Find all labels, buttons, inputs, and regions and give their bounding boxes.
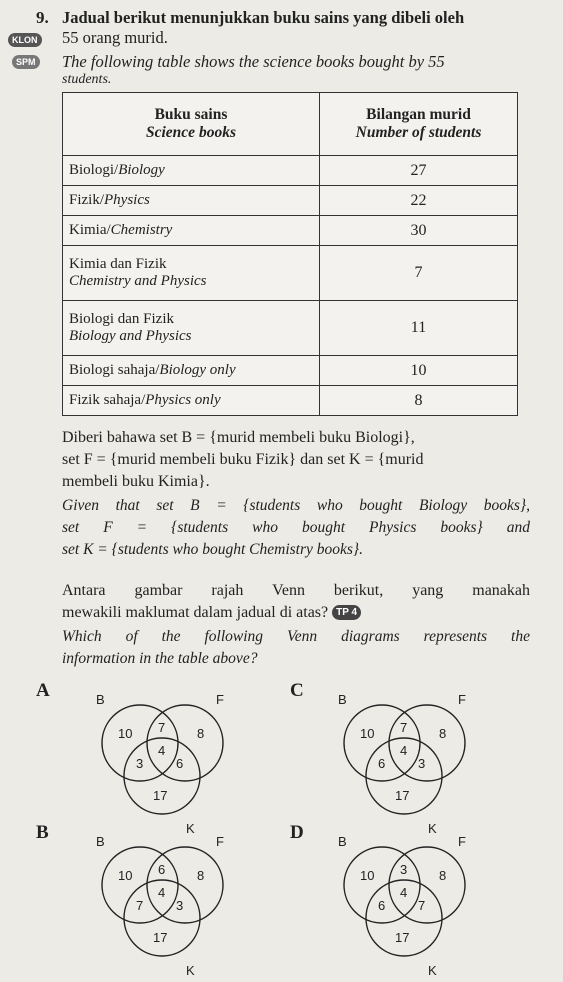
option-d-letter[interactable]: D — [290, 822, 304, 843]
option-b-letter[interactable]: B — [36, 822, 49, 843]
count-cell: 10 — [320, 356, 518, 386]
label-b: B — [96, 834, 105, 849]
label-k: K — [428, 821, 437, 836]
label-k: K — [428, 963, 437, 978]
book-cell: Fizik/Physics — [63, 186, 320, 216]
question-text-en-line2: students. — [62, 72, 112, 87]
label-f: F — [216, 834, 224, 849]
region-bf: 7 — [400, 720, 408, 735]
label-f: F — [216, 692, 224, 707]
region-bf: 7 — [158, 720, 166, 735]
region-fk: 7 — [418, 898, 426, 913]
given-en — [62, 495, 530, 561]
region-bf: 3 — [400, 862, 408, 877]
count-cell: 11 — [320, 301, 518, 356]
book-cell: Biologi/Biology — [63, 156, 320, 186]
region-k-only: 17 — [395, 930, 410, 945]
table-header-row — [63, 93, 518, 156]
region-b-only: 10 — [118, 726, 133, 741]
book-cell: Kimia dan Fizik Chemistry and Physics — [63, 246, 320, 301]
table-row — [63, 186, 518, 216]
count-cell: 7 — [320, 246, 518, 301]
question-ms-line1-text: Jadual berikut menunjukkan buku sains yang dibeli oleh — [62, 8, 465, 27]
region-f-only: 8 — [197, 726, 205, 741]
table-row — [63, 156, 518, 186]
question-text-ms-line2: 55 orang murid. — [62, 28, 168, 47]
option-a-letter[interactable]: A — [36, 680, 50, 701]
header-col1-en: Science books — [146, 124, 236, 141]
count-cell: 27 — [320, 156, 518, 186]
region-bf: 6 — [158, 862, 166, 877]
label-f: F — [458, 692, 466, 707]
prompt-ms — [62, 580, 530, 624]
venn-diagram-b[interactable] — [82, 830, 242, 978]
question-text-ms-line1 — [62, 8, 464, 28]
region-k-only: 17 — [153, 930, 168, 945]
spm-badge: SPM — [12, 55, 40, 69]
count-cell: 22 — [320, 186, 518, 216]
venn-diagram-d[interactable] — [324, 830, 484, 978]
region-fk: 3 — [176, 898, 184, 913]
prompt-en-line1: Which of the following Venn diagrams represents the — [62, 628, 530, 645]
region-b-only: 10 — [118, 868, 133, 883]
table-row — [63, 216, 518, 246]
region-fk: 6 — [176, 756, 184, 771]
label-b: B — [338, 834, 347, 849]
prompt-ms-line2: mewakili maklumat dalam jadual di atas? — [62, 604, 329, 621]
region-bk: 6 — [378, 898, 386, 913]
table-row — [63, 301, 518, 356]
region-bfk: 4 — [400, 743, 408, 758]
table-row — [63, 356, 518, 386]
region-bk: 3 — [136, 756, 144, 771]
region-k-only: 17 — [395, 788, 410, 803]
given-ms — [62, 427, 530, 493]
venn-diagram-c[interactable] — [324, 688, 484, 836]
region-bfk: 4 — [158, 885, 166, 900]
header-col2-en: Number of students — [355, 124, 482, 141]
given-ms-line2: set F = {murid membeli buku Fizik} dan set K = {murid — [62, 451, 424, 468]
region-b-only: 10 — [360, 726, 375, 741]
prompt-en — [62, 626, 530, 670]
region-fk: 3 — [418, 756, 426, 771]
science-books-table — [62, 92, 518, 416]
question-number: 9. — [36, 8, 49, 27]
table-row — [63, 386, 518, 416]
region-bk: 7 — [136, 898, 144, 913]
region-b-only: 10 — [360, 868, 375, 883]
venn-diagram-a[interactable] — [82, 688, 242, 836]
label-k: K — [186, 821, 195, 836]
prompt-ms-line2-wrap — [62, 602, 530, 624]
tp-badge: TP 4 — [332, 605, 361, 620]
given-en-line1: Given that set B = {students who bought Biology books}, — [62, 497, 530, 514]
label-b: B — [96, 692, 105, 707]
header-col2-ms: Bilangan murid — [366, 106, 471, 123]
label-k: K — [186, 963, 195, 978]
prompt-en-line2: information in the table above? — [62, 650, 258, 667]
region-k-only: 17 — [153, 788, 168, 803]
option-c-letter[interactable]: C — [290, 680, 304, 701]
header-number-of-students — [320, 93, 518, 156]
region-f-only: 8 — [439, 726, 447, 741]
header-col1-ms: Buku sains — [154, 106, 228, 123]
region-bk: 6 — [378, 756, 386, 771]
given-ms-line3: membeli buku Kimia}. — [62, 473, 210, 490]
label-b: B — [338, 692, 347, 707]
book-cell: Biologi sahaja/Biology only — [63, 356, 320, 386]
question-text-en-line1: The following table shows the science books bought by 55 — [62, 52, 445, 71]
region-f-only: 8 — [439, 868, 447, 883]
header-science-books — [63, 93, 320, 156]
table-row — [63, 246, 518, 301]
book-cell: Kimia/Chemistry — [63, 216, 320, 246]
given-ms-line1: Diberi bahawa set B = {murid membeli buku Biologi}, — [62, 429, 415, 446]
book-cell: Fizik sahaja/Physics only — [63, 386, 320, 416]
region-f-only: 8 — [197, 868, 205, 883]
label-f: F — [458, 834, 466, 849]
given-en-line2: set F = {students who bought Physics books} and — [62, 519, 530, 536]
region-bfk: 4 — [158, 743, 166, 758]
region-bfk: 4 — [400, 885, 408, 900]
count-cell: 8 — [320, 386, 518, 416]
given-en-line3: set K = {students who bought Chemistry books}. — [62, 541, 363, 558]
book-cell: Biologi dan Fizik Biology and Physics — [63, 301, 320, 356]
klon-badge: KLON — [8, 33, 42, 47]
count-cell: 30 — [320, 216, 518, 246]
prompt-ms-line1: Antara gambar rajah Venn berikut, yang manakah — [62, 582, 530, 599]
